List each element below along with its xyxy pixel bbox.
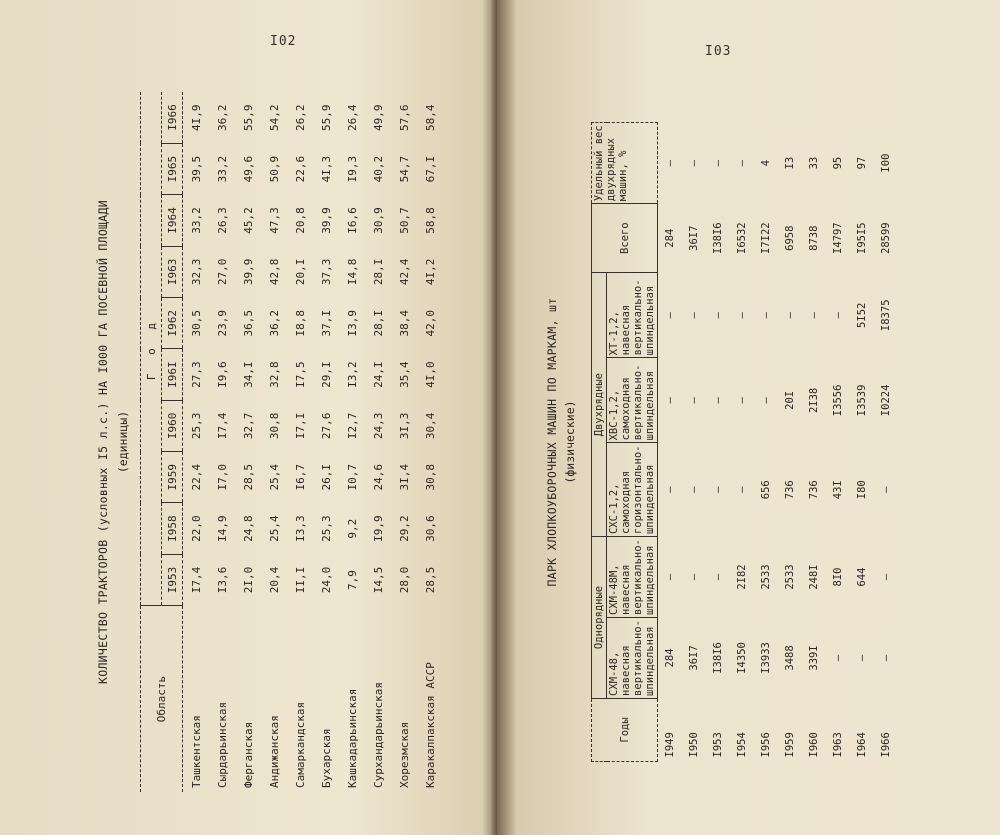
table-cell: I3933 xyxy=(760,642,772,674)
table-row xyxy=(682,123,706,762)
table-cell: – xyxy=(880,573,892,581)
table-units: (единицы) xyxy=(116,410,130,474)
table-row xyxy=(209,92,235,792)
table-cell: – xyxy=(688,486,700,493)
column-group-year: Г о д xyxy=(141,92,162,606)
table-cell: 736 xyxy=(784,480,796,500)
table-cell: 5I52 xyxy=(856,302,868,328)
table-cell: 28,0 xyxy=(397,566,411,594)
region-name: Ферганская xyxy=(241,721,255,788)
table-body xyxy=(183,92,444,792)
table-cell: 2533 xyxy=(760,564,772,590)
year-cell: I963 xyxy=(832,732,844,758)
table-cell: 24,I xyxy=(371,361,385,388)
table-cell: 28599 xyxy=(880,222,892,254)
table-cell: I9,3 xyxy=(345,155,359,183)
table-cell: I7,5 xyxy=(293,361,307,388)
table-cell: 24,8 xyxy=(241,515,255,542)
table-row xyxy=(417,92,443,792)
table-cell: 3I,3 xyxy=(397,412,411,440)
table-cell: 2I82 xyxy=(736,564,748,590)
year-cell: I964 xyxy=(856,732,868,758)
table-cell: – xyxy=(832,312,844,319)
table-cell: 25,4 xyxy=(267,464,281,491)
table-cell: 42,4 xyxy=(397,258,411,286)
table-cell: I4,5 xyxy=(371,566,385,594)
table-cell: 43I xyxy=(832,480,844,500)
region-name: Андижанская xyxy=(267,715,281,788)
table-cell: 28,5 xyxy=(241,464,255,491)
column-header-year: I963 xyxy=(162,246,183,297)
column-header-year: I960 xyxy=(162,400,183,451)
table-cell: 32,7 xyxy=(241,412,255,440)
table-cell: 4I,3 xyxy=(319,155,333,183)
table-cell: 36I7 xyxy=(688,645,700,671)
table-cell: – xyxy=(712,397,724,404)
table-cell: 49,6 xyxy=(241,155,255,183)
table-cell: I9,6 xyxy=(215,361,229,388)
table-cell: 8738 xyxy=(808,225,820,251)
table-cell: 8I0 xyxy=(832,567,844,587)
table-cell: I3,2 xyxy=(345,361,359,388)
column-header-year: I959 xyxy=(162,452,183,503)
year-cell: I949 xyxy=(664,732,676,758)
table-row xyxy=(730,123,754,762)
table-cell: 57,6 xyxy=(397,104,411,131)
table-cell: 42,8 xyxy=(267,258,281,286)
table-cell: 34,I xyxy=(241,361,255,388)
table-cell: I4,8 xyxy=(345,258,359,286)
table-cell: 55,9 xyxy=(319,104,333,131)
table-cell: – xyxy=(712,486,724,493)
table-cell: I7,I xyxy=(293,412,307,440)
page-number: I02 xyxy=(270,34,297,49)
table-body xyxy=(658,123,899,762)
region-name: Бухарская xyxy=(319,728,333,788)
table-cell: 32,3 xyxy=(189,258,203,286)
table-cell: 50,7 xyxy=(397,207,411,234)
table-cell: – xyxy=(856,654,868,662)
table-cell: 39,5 xyxy=(189,155,203,183)
table-title: КОЛИЧЕСТВО ТРАКТОРОВ (условных I5 л.с.) НА I000 ГА ПОСЕВНОЙ ПЛОЩАДИ xyxy=(96,200,110,684)
table-cell: I3556 xyxy=(832,384,844,417)
region-name: Сурхандарьинская xyxy=(371,682,385,788)
table-row xyxy=(826,123,850,762)
table-cell: 30,8 xyxy=(267,412,281,440)
table-cell: 20I xyxy=(784,390,796,410)
table-cell: 26,I xyxy=(319,464,333,491)
table-cell: – xyxy=(688,159,700,167)
table-cell: 24,6 xyxy=(371,464,385,491)
right-page xyxy=(497,0,1000,835)
table-cell: 25,4 xyxy=(267,515,281,542)
table-cell: 4I,2 xyxy=(423,258,437,286)
table-cell: – xyxy=(664,312,676,319)
table-cell: I6,6 xyxy=(345,207,359,234)
column-header-year: I958 xyxy=(162,503,183,554)
year-cell: I960 xyxy=(808,732,820,758)
table-cell: 29,I xyxy=(319,361,333,388)
column-header-year: I953 xyxy=(162,554,183,605)
table-cell: I6532 xyxy=(736,222,748,254)
year-cell: I950 xyxy=(688,732,700,758)
table-cell: I38I6 xyxy=(712,642,724,674)
table-cell: 58,8 xyxy=(423,207,437,234)
table-cell: 26,2 xyxy=(293,104,307,131)
table-cell: I4797 xyxy=(832,222,844,254)
table-cell: 25,3 xyxy=(189,412,203,440)
table-cell: 49,9 xyxy=(371,104,385,131)
table-row xyxy=(874,123,898,762)
table-cell: 736 xyxy=(808,480,820,500)
table-cell: I8375 xyxy=(880,299,892,332)
column-header-year: I96I xyxy=(162,349,183,400)
table-cell: – xyxy=(664,486,676,493)
table-cell: 20,4 xyxy=(267,566,281,594)
table-cell: 54,7 xyxy=(397,155,411,183)
table-cell: I4,9 xyxy=(215,515,229,542)
table-cell: – xyxy=(736,397,748,404)
table-cell: 2I38 xyxy=(808,387,820,414)
table-cell: 36,2 xyxy=(267,309,281,337)
table-cell: 27,0 xyxy=(215,258,229,286)
table-cell: 30,6 xyxy=(423,515,437,542)
table-cell: 54,2 xyxy=(267,104,281,131)
table-cell: 24,3 xyxy=(371,412,385,440)
column-header-region: Область xyxy=(141,606,183,792)
table-cell: 30,8 xyxy=(423,464,437,491)
column-header-machine: ХТ-1,2, навесная вертикально-шпиндельная xyxy=(607,273,658,358)
year-cell: I953 xyxy=(712,732,724,758)
column-header-year: I964 xyxy=(162,195,183,246)
table-cell: 9,2 xyxy=(345,518,359,539)
table-cell: 30,4 xyxy=(423,412,437,440)
table-cell: – xyxy=(688,397,700,404)
table-cell: 29,2 xyxy=(397,515,411,542)
table-cell: I3,6 xyxy=(215,566,229,594)
table-row xyxy=(391,92,417,792)
table-cell: 45,2 xyxy=(241,207,255,234)
table-cell: 38,4 xyxy=(397,309,411,337)
table-row xyxy=(287,92,313,792)
tractor-table-block xyxy=(96,92,437,792)
table-cell: I7,4 xyxy=(189,566,203,594)
column-header-machine: СХМ-48, навесная вертикально-шпиндельная xyxy=(607,617,658,698)
table-cell: 47,3 xyxy=(267,207,281,234)
table-cell: – xyxy=(880,486,892,493)
column-header-total: Всего xyxy=(592,204,658,273)
table-row xyxy=(183,92,210,792)
table-cell: – xyxy=(712,312,724,319)
table-cell: 24,0 xyxy=(319,566,333,594)
table-cell: 3488 xyxy=(784,645,796,671)
year-cell: I956 xyxy=(760,732,772,758)
table-cell: 42,0 xyxy=(423,309,437,337)
table-cell: 20,I xyxy=(293,258,307,286)
table-cell: 248I xyxy=(808,564,820,590)
table-cell: I2,7 xyxy=(345,412,359,440)
table-cell: 25,3 xyxy=(319,515,333,542)
table-cell: – xyxy=(712,573,724,581)
table-cell: 27,6 xyxy=(319,412,333,440)
table-cell: 36,5 xyxy=(241,309,255,337)
region-name: Хорезмская xyxy=(397,721,411,788)
table-cell: I6,7 xyxy=(293,464,307,491)
table-row xyxy=(802,123,826,762)
table-cell: I80 xyxy=(856,480,868,500)
table-cell: 2533 xyxy=(784,564,796,590)
column-header-machine: ХВС-1,2, самоходная вертикально-шпиндельная xyxy=(607,358,658,443)
table-cell: 644 xyxy=(856,567,868,587)
table-cell: 97 xyxy=(856,156,868,170)
table-cell: I95I5 xyxy=(856,222,868,254)
table-row xyxy=(235,92,261,792)
table-cell: I0224 xyxy=(880,384,892,417)
cotton-harvester-table xyxy=(591,122,898,762)
column-header-year: I965 xyxy=(162,143,183,194)
table-cell: I7,4 xyxy=(215,412,229,440)
table-row xyxy=(706,123,730,762)
table-cell: 37,3 xyxy=(319,258,333,286)
table-cell: 2I,0 xyxy=(241,566,255,594)
region-name: Ташкентская xyxy=(189,715,203,788)
table-units: (физические) xyxy=(563,400,577,484)
table-cell: 95 xyxy=(832,156,844,170)
table-cell: 39,9 xyxy=(319,207,333,234)
region-name: Самаркандская xyxy=(293,701,307,788)
table-cell: I3,9 xyxy=(345,309,359,337)
column-header-years: Годы xyxy=(592,698,658,761)
table-cell: – xyxy=(808,312,820,319)
column-header-machine: СХМ-48М, навесная вертикально-шпиндельная xyxy=(607,537,658,618)
column-group-single-row: Однорядные xyxy=(592,537,607,699)
column-header-year: I966 xyxy=(162,92,183,143)
table-cell: 22,6 xyxy=(293,155,307,183)
table-title: ПАРК ХЛОПКОУБОРОЧНЫХ МАШИН ПО МАРКАМ, шт xyxy=(545,297,559,587)
year-cell: I959 xyxy=(784,732,796,758)
table-cell: I0,7 xyxy=(345,464,359,491)
table-row xyxy=(261,92,287,792)
table-cell: 28,I xyxy=(371,309,385,337)
table-row xyxy=(778,123,802,762)
left-page xyxy=(0,0,497,835)
table-cell: 27,3 xyxy=(189,361,203,388)
table-cell: – xyxy=(736,159,748,167)
table-cell: 33,2 xyxy=(189,207,203,234)
table-cell: 36,2 xyxy=(215,104,229,131)
table-cell: – xyxy=(736,486,748,493)
column-header-share: Удельный вес двухрядных машин, % xyxy=(592,123,658,204)
table-cell: II,I xyxy=(293,566,307,594)
table-cell: – xyxy=(736,312,748,319)
table-cell: 284 xyxy=(664,648,676,668)
table-cell: 67,I xyxy=(423,155,437,183)
table-cell: I8,8 xyxy=(293,309,307,337)
table-cell: 58,4 xyxy=(423,104,437,131)
table-cell: 4 xyxy=(760,159,772,167)
table-cell: 4I,0 xyxy=(423,361,437,388)
tractor-density-table xyxy=(140,92,443,792)
table-cell: I38I6 xyxy=(712,222,724,254)
table-cell: – xyxy=(664,573,676,581)
table-cell: 33 xyxy=(808,156,820,170)
year-cell: I966 xyxy=(880,732,892,758)
table-cell: – xyxy=(784,312,796,319)
table-cell: 33,2 xyxy=(215,155,229,183)
table-cell: – xyxy=(664,397,676,404)
table-cell: I3 xyxy=(784,156,796,170)
table-row xyxy=(658,123,683,762)
column-group-double-row: Двухрядные xyxy=(592,273,607,537)
table-cell: 6958 xyxy=(784,225,796,251)
table-cell: 26,4 xyxy=(345,104,359,131)
table-cell: 37,I xyxy=(319,309,333,337)
table-row xyxy=(339,92,365,792)
table-cell: 28,5 xyxy=(423,566,437,594)
region-name: Каракалпакская АССР xyxy=(423,662,437,788)
table-cell: 20,8 xyxy=(293,207,307,234)
table-cell: I00 xyxy=(880,153,892,173)
table-cell: – xyxy=(832,654,844,662)
table-cell: – xyxy=(880,654,892,662)
page-number: I03 xyxy=(705,44,732,59)
table-cell: – xyxy=(760,312,772,319)
table-cell: I7,0 xyxy=(215,464,229,491)
table-cell: 30,5 xyxy=(189,309,203,337)
table-cell: 36I7 xyxy=(688,225,700,251)
table-cell: 23,9 xyxy=(215,309,229,337)
region-name: Сырдарьинская xyxy=(215,701,229,788)
year-cell: I954 xyxy=(736,732,748,758)
table-cell: 40,2 xyxy=(371,155,385,183)
table-cell: I4350 xyxy=(736,642,748,674)
table-cell: 35,4 xyxy=(397,361,411,388)
table-cell: – xyxy=(688,312,700,319)
table-cell: I3,3 xyxy=(293,515,307,542)
table-cell: 26,3 xyxy=(215,207,229,234)
table-cell: – xyxy=(664,159,676,167)
column-header-year: I962 xyxy=(162,298,183,349)
table-cell: 39,9 xyxy=(241,258,255,286)
region-name: Кашкадарьинская xyxy=(345,688,359,788)
cotton-table-block xyxy=(545,122,945,762)
table-cell: 3I,4 xyxy=(397,464,411,491)
table-cell: – xyxy=(712,159,724,167)
table-cell: – xyxy=(688,573,700,581)
table-cell: I9,9 xyxy=(371,515,385,542)
table-cell: – xyxy=(760,397,772,404)
table-cell: 30,9 xyxy=(371,207,385,234)
table-cell: 50,9 xyxy=(267,155,281,183)
table-row xyxy=(313,92,339,792)
table-cell: 4I,9 xyxy=(189,104,203,131)
table-cell: 22,4 xyxy=(189,464,203,491)
table-cell: I3539 xyxy=(856,384,868,417)
table-cell: 32,8 xyxy=(267,361,281,388)
table-cell: 55,9 xyxy=(241,104,255,131)
table-cell: 7,9 xyxy=(345,570,359,590)
table-cell: I7I22 xyxy=(760,222,772,254)
table-cell: 22,0 xyxy=(189,515,203,542)
table-row xyxy=(754,123,778,762)
table-row xyxy=(850,123,874,762)
table-cell: 339I xyxy=(808,645,820,671)
table-cell: 656 xyxy=(760,480,772,500)
table-row xyxy=(365,92,391,792)
table-cell: 28,I xyxy=(371,258,385,286)
table-cell: 284 xyxy=(664,228,676,248)
column-header-machine: СХС-1,2, самоходная горизонтально-шпиндельная xyxy=(607,443,658,537)
